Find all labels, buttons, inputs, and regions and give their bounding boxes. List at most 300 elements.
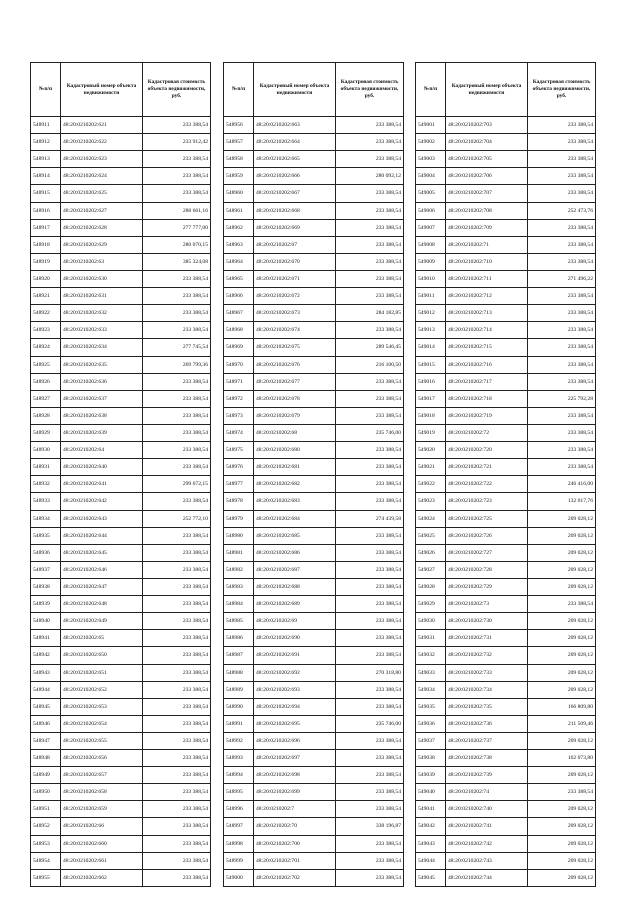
cadastral-value-cell: 233 388,54: [336, 203, 404, 220]
row-number-cell: 548952: [31, 818, 61, 835]
cadastral-value-cell: 132 017,76: [528, 493, 596, 510]
cadastral-value-cell: 274 439,58: [336, 511, 404, 528]
cadastral-value-cell: 233 388,54: [336, 596, 404, 613]
cadastral-value-cell: 209 028,12: [528, 767, 596, 784]
cadastral-number-cell: 48:20:0210202:696: [254, 733, 336, 750]
row-number-cell: 549007: [416, 220, 446, 237]
row-number-cell: 548947: [31, 733, 61, 750]
cadastral-value-cell: 233 388,54: [143, 716, 211, 733]
cadastral-number-cell: 48:20:0210202:688: [254, 579, 336, 596]
cadastral-value-cell: 233 388,54: [528, 134, 596, 151]
row-number-cell: 548917: [31, 220, 61, 237]
cadastral-number-cell: 48:20:0210202:636: [61, 374, 143, 391]
header-cadastral-value: Кадастровая стоимость объекта недвижимости, руб.: [143, 63, 211, 117]
cadastral-number-cell: 48:20:0210202:651: [61, 665, 143, 682]
row-number-cell: 549037: [416, 733, 446, 750]
cadastral-value-cell: 233 388,54: [336, 117, 404, 134]
cadastral-number-cell: 48:20:0210202:64: [61, 442, 143, 459]
cadastral-value-cell: 233 388,54: [143, 322, 211, 339]
cadastral-value-cell: 252 772,10: [143, 511, 211, 528]
cadastral-number-cell: 48:20:0210202:679: [254, 408, 336, 425]
cadastral-value-cell: 209 028,12: [528, 630, 596, 647]
cadastral-value-cell: 209 028,12: [528, 733, 596, 750]
cadastral-number-cell: 48:20:0210202:633: [61, 322, 143, 339]
cadastral-value-cell: 233 388,54: [143, 767, 211, 784]
row-number-cell: 548993: [224, 750, 254, 767]
row-number-cell: 548982: [224, 562, 254, 579]
row-number-cell: 549009: [416, 254, 446, 271]
cadastral-number-cell: 48:20:0210202:700: [254, 836, 336, 853]
row-number-cell: 548990: [224, 699, 254, 716]
row-number-cell: 548977: [224, 476, 254, 493]
row-number-cell: 548971: [224, 374, 254, 391]
cadastral-value-cell: 233 388,54: [528, 237, 596, 254]
cadastral-value-cell: 246 416,00: [528, 476, 596, 493]
cadastral-value-cell: 233 388,54: [528, 339, 596, 356]
row-number-cell: 549005: [416, 185, 446, 202]
cadastral-value-cell: 233 388,54: [336, 579, 404, 596]
cadastral-value-cell: 280 070,15: [143, 237, 211, 254]
cadastral-value-cell: 209 028,12: [528, 853, 596, 870]
cadastral-value-cell: 162 073,80: [528, 750, 596, 767]
row-number-cell: 548984: [224, 596, 254, 613]
row-number-cell: 549030: [416, 613, 446, 630]
row-number-cell: 549041: [416, 801, 446, 818]
cadastral-number-cell: 48:20:0210202:741: [446, 818, 528, 835]
cadastral-value-cell: 233 388,54: [143, 579, 211, 596]
row-number-cell: 549003: [416, 151, 446, 168]
cadastral-number-cell: 48:20:0210202:716: [446, 357, 528, 374]
row-number-cell: 548989: [224, 682, 254, 699]
row-number-cell: 548941: [31, 630, 61, 647]
row-number-cell: 548933: [31, 493, 61, 510]
header-row-number: №п/п: [224, 63, 254, 117]
row-number-cell: 548972: [224, 391, 254, 408]
cadastral-number-cell: 48:20:0210202:642: [61, 493, 143, 510]
cadastral-value-cell: 233 388,54: [143, 596, 211, 613]
row-number-cell: 549036: [416, 716, 446, 733]
cadastral-number-cell: 48:20:0210202:726: [446, 528, 528, 545]
row-number-cell: 548959: [224, 168, 254, 185]
row-number-cell: 549015: [416, 357, 446, 374]
cadastral-value-cell: 233 388,54: [336, 528, 404, 545]
cadastral-number-cell: 48:20:0210202:728: [446, 562, 528, 579]
cadastral-number-cell: 48:20:0210202:718: [446, 391, 528, 408]
cadastral-number-cell: 48:20:0210202:714: [446, 322, 528, 339]
row-number-cell: 549028: [416, 579, 446, 596]
cadastral-value-cell: 233 388,54: [336, 733, 404, 750]
cadastral-number-cell: 48:20:0210202:693: [254, 682, 336, 699]
row-number-cell: 549018: [416, 408, 446, 425]
cadastral-value-cell: 233 388,54: [336, 767, 404, 784]
row-number-cell: 549022: [416, 476, 446, 493]
cadastral-number-cell: 48:20:0210202:723: [446, 493, 528, 510]
cadastral-number-cell: 48:20:0210202:734: [446, 682, 528, 699]
cadastral-number-cell: 48:20:0210202:73: [446, 596, 528, 613]
row-number-cell: 548939: [31, 596, 61, 613]
cadastral-number-cell: 48:20:0210202:646: [61, 562, 143, 579]
cadastral-number-cell: 48:20:0210202:625: [61, 185, 143, 202]
cadastral-value-cell: 233 388,54: [336, 237, 404, 254]
cadastral-value-cell: 209 028,12: [528, 579, 596, 596]
cadastral-table-1: [30, 62, 211, 887]
row-number-cell: 548976: [224, 459, 254, 476]
row-number-cell: 548925: [31, 357, 61, 374]
cadastral-number-cell: 48:20:0210202:709: [446, 220, 528, 237]
row-number-cell: 549035: [416, 699, 446, 716]
cadastral-number-cell: 48:20:0210202:643: [61, 511, 143, 528]
cadastral-number-cell: 48:20:0210202:68: [254, 425, 336, 442]
cadastral-value-cell: 233 388,54: [528, 357, 596, 374]
cadastral-number-cell: 48:20:0210202:653: [61, 699, 143, 716]
cadastral-value-cell: 233 388,54: [528, 408, 596, 425]
cadastral-value-cell: 233 388,54: [336, 254, 404, 271]
cadastral-number-cell: 48:20:0210202:649: [61, 613, 143, 630]
header-row-number: №п/п: [31, 63, 61, 117]
cadastral-value-cell: 233 388,54: [336, 836, 404, 853]
cadastral-number-cell: 48:20:0210202:622: [61, 134, 143, 151]
row-number-cell: 548935: [31, 528, 61, 545]
cadastral-number-cell: 48:20:0210202:650: [61, 647, 143, 664]
cadastral-value-cell: 233 388,54: [336, 647, 404, 664]
cadastral-value-cell: 233 388,54: [528, 185, 596, 202]
cadastral-value-cell: 233 388,54: [336, 784, 404, 801]
cadastral-value-cell: 233 388,54: [528, 459, 596, 476]
row-number-cell: 548918: [31, 237, 61, 254]
cadastral-number-cell: 48:20:0210202:655: [61, 733, 143, 750]
cadastral-number-cell: 48:20:0210202:637: [61, 391, 143, 408]
cadastral-value-cell: 233 388,54: [528, 168, 596, 185]
cadastral-number-cell: 48:20:0210202:641: [61, 476, 143, 493]
cadastral-number-cell: 48:20:0210202:694: [254, 699, 336, 716]
cadastral-number-cell: 48:20:0210202:729: [446, 579, 528, 596]
row-number-cell: 548983: [224, 579, 254, 596]
row-number-cell: 548915: [31, 185, 61, 202]
cadastral-number-cell: 48:20:0210202:703: [446, 117, 528, 134]
row-number-cell: 548970: [224, 357, 254, 374]
cadastral-number-cell: 48:20:0210202:720: [446, 442, 528, 459]
cadastral-value-cell: 288 661,16: [143, 203, 211, 220]
cadastral-number-cell: 48:20:0210202:673: [254, 305, 336, 322]
cadastral-value-cell: 233 388,54: [528, 322, 596, 339]
cadastral-number-cell: 48:20:0210202:65: [61, 630, 143, 647]
cadastral-number-cell: 48:20:0210202:658: [61, 784, 143, 801]
cadastral-value-cell: 211 509,46: [528, 716, 596, 733]
cadastral-number-cell: 48:20:0210202:707: [446, 185, 528, 202]
cadastral-number-cell: 48:20:0210202:623: [61, 151, 143, 168]
row-number-cell: 548991: [224, 716, 254, 733]
cadastral-value-cell: 233 388,54: [336, 134, 404, 151]
header-cadastral-number: Кадастровый номер объекта недвижимости: [61, 63, 143, 117]
cadastral-number-cell: 48:20:0210202:697: [254, 750, 336, 767]
cadastral-value-cell: 233 388,54: [528, 442, 596, 459]
cadastral-number-cell: 48:20:0210202:680: [254, 442, 336, 459]
cadastral-value-cell: 233 388,54: [336, 699, 404, 716]
row-number-cell: 548978: [224, 493, 254, 510]
cadastral-value-cell: 338 196,87: [336, 818, 404, 835]
row-number-cell: 548951: [31, 801, 61, 818]
row-number-cell: 548962: [224, 220, 254, 237]
row-number-cell: 548945: [31, 699, 61, 716]
cadastral-value-cell: 233 388,54: [143, 168, 211, 185]
cadastral-number-cell: 48:20:0210202:681: [254, 459, 336, 476]
cadastral-number-cell: 48:20:0210202:743: [446, 853, 528, 870]
cadastral-value-cell: 233 388,54: [336, 408, 404, 425]
row-number-cell: 549043: [416, 836, 446, 853]
cadastral-value-cell: 233 388,54: [336, 220, 404, 237]
row-number-cell: 549008: [416, 237, 446, 254]
row-number-cell: 549010: [416, 271, 446, 288]
cadastral-value-cell: 269 799,36: [143, 357, 211, 374]
row-number-cell: 548921: [31, 288, 61, 305]
cadastral-number-cell: 48:20:0210202:683: [254, 493, 336, 510]
cadastral-value-cell: 233 388,54: [143, 699, 211, 716]
row-number-cell: 549002: [416, 134, 446, 151]
row-number-cell: 548942: [31, 647, 61, 664]
cadastral-number-cell: 48:20:0210202:671: [254, 271, 336, 288]
cadastral-value-cell: 233 388,54: [143, 613, 211, 630]
row-number-cell: 548966: [224, 288, 254, 305]
cadastral-number-cell: 48:20:0210202:665: [254, 151, 336, 168]
cadastral-number-cell: 48:20:0210202:652: [61, 682, 143, 699]
cadastral-number-cell: 48:20:0210202:624: [61, 168, 143, 185]
row-number-cell: 548913: [31, 151, 61, 168]
cadastral-number-cell: 48:20:0210202:71: [446, 237, 528, 254]
row-number-cell: 548927: [31, 391, 61, 408]
row-number-cell: 549033: [416, 665, 446, 682]
row-number-cell: 548981: [224, 545, 254, 562]
cadastral-value-cell: 209 028,12: [528, 682, 596, 699]
cadastral-number-cell: 48:20:0210202:704: [446, 134, 528, 151]
header-cadastral-value: Кадастровая стоимость объекта недвижимости, руб.: [336, 63, 404, 117]
row-number-cell: 548996: [224, 801, 254, 818]
cadastral-number-cell: 48:20:0210202:702: [254, 870, 336, 887]
row-number-cell: 549026: [416, 545, 446, 562]
row-number-cell: 548980: [224, 528, 254, 545]
cadastral-value-cell: 233 388,54: [336, 682, 404, 699]
cadastral-number-cell: 48:20:0210202:675: [254, 339, 336, 356]
cadastral-number-cell: 48:20:0210202:69: [254, 613, 336, 630]
cadastral-number-cell: 48:20:0210202:701: [254, 853, 336, 870]
cadastral-value-cell: 233 912,42: [143, 134, 211, 151]
cadastral-number-cell: 48:20:0210202:705: [446, 151, 528, 168]
cadastral-value-cell: 209 028,12: [528, 870, 596, 887]
cadastral-number-cell: 48:20:0210202:669: [254, 220, 336, 237]
cadastral-number-cell: 48:20:0210202:72: [446, 425, 528, 442]
cadastral-number-cell: 48:20:0210202:632: [61, 305, 143, 322]
cadastral-number-cell: 48:20:0210202:732: [446, 647, 528, 664]
cadastral-value-cell: 277 777,00: [143, 220, 211, 237]
cadastral-value-cell: 284 182,85: [336, 305, 404, 322]
cadastral-number-cell: 48:20:0210202:735: [446, 699, 528, 716]
cadastral-number-cell: 48:20:0210202:674: [254, 322, 336, 339]
header-row-number: №п/п: [416, 63, 446, 117]
row-number-cell: 548919: [31, 254, 61, 271]
row-number-cell: 548999: [224, 853, 254, 870]
row-number-cell: 548929: [31, 425, 61, 442]
row-number-cell: 549019: [416, 425, 446, 442]
cadastral-value-cell: 209 028,12: [528, 545, 596, 562]
row-number-cell: 548916: [31, 203, 61, 220]
row-number-cell: 548974: [224, 425, 254, 442]
cadastral-value-cell: 233 388,54: [143, 784, 211, 801]
cadastral-value-cell: 233 388,54: [528, 117, 596, 134]
row-number-cell: 548911: [31, 117, 61, 134]
cadastral-number-cell: 48:20:0210202:682: [254, 476, 336, 493]
row-number-cell: 548986: [224, 630, 254, 647]
row-number-cell: 549038: [416, 750, 446, 767]
cadastral-value-cell: 233 388,54: [528, 305, 596, 322]
cadastral-number-cell: 48:20:0210202:639: [61, 425, 143, 442]
row-number-cell: 549042: [416, 818, 446, 835]
row-number-cell: 548953: [31, 836, 61, 853]
cadastral-number-cell: 48:20:0210202:640: [61, 459, 143, 476]
row-number-cell: 548961: [224, 203, 254, 220]
row-number-cell: 548969: [224, 339, 254, 356]
cadastral-value-cell: 209 028,12: [528, 665, 596, 682]
cadastral-number-cell: 48:20:0210202:662: [61, 870, 143, 887]
cadastral-number-cell: 48:20:0210202:711: [446, 271, 528, 288]
cadastral-number-cell: 48:20:0210202:666: [254, 168, 336, 185]
cadastral-number-cell: 48:20:0210202:719: [446, 408, 528, 425]
row-number-cell: 548963: [224, 237, 254, 254]
cadastral-value-cell: 233 388,54: [528, 596, 596, 613]
cadastral-number-cell: 48:20:0210202:635: [61, 357, 143, 374]
cadastral-value-cell: 233 388,54: [528, 784, 596, 801]
cadastral-value-cell: 233 388,54: [143, 288, 211, 305]
row-number-cell: 548949: [31, 767, 61, 784]
cadastral-value-cell: 233 388,54: [143, 750, 211, 767]
cadastral-number-cell: 48:20:0210202:667: [254, 185, 336, 202]
cadastral-number-cell: 48:20:0210202:685: [254, 528, 336, 545]
cadastral-value-cell: 233 388,54: [528, 220, 596, 237]
row-number-cell: 548923: [31, 322, 61, 339]
cadastral-number-cell: 48:20:0210202:739: [446, 767, 528, 784]
row-number-cell: 548965: [224, 271, 254, 288]
row-number-cell: 548912: [31, 134, 61, 151]
row-number-cell: 549040: [416, 784, 446, 801]
cadastral-value-cell: 233 388,54: [336, 750, 404, 767]
cadastral-value-cell: 233 388,54: [336, 870, 404, 887]
cadastral-number-cell: 48:20:0210202:645: [61, 545, 143, 562]
header-cadastral-number: Кадастровый номер объекта недвижимости: [254, 63, 336, 117]
row-number-cell: 548956: [224, 117, 254, 134]
cadastral-number-cell: 48:20:0210202:631: [61, 288, 143, 305]
row-number-cell: 548938: [31, 579, 61, 596]
cadastral-number-cell: 48:20:0210202:66: [61, 818, 143, 835]
cadastral-value-cell: 233 388,54: [336, 442, 404, 459]
row-number-cell: 548985: [224, 613, 254, 630]
row-number-cell: 548992: [224, 733, 254, 750]
cadastral-number-cell: 48:20:0210202:661: [61, 853, 143, 870]
cadastral-number-cell: 48:20:0210202:644: [61, 528, 143, 545]
row-number-cell: 548975: [224, 442, 254, 459]
cadastral-number-cell: 48:20:0210202:690: [254, 630, 336, 647]
row-number-cell: 548940: [31, 613, 61, 630]
cadastral-value-cell: 233 388,54: [336, 630, 404, 647]
cadastral-value-cell: 233 388,54: [336, 459, 404, 476]
cadastral-value-cell: 233 388,54: [528, 254, 596, 271]
cadastral-number-cell: 48:20:0210202:678: [254, 391, 336, 408]
header-cadastral-number: Кадастровый номер объекта недвижимости: [446, 63, 528, 117]
cadastral-number-cell: 48:20:0210202:740: [446, 801, 528, 818]
cadastral-value-cell: 233 388,54: [528, 374, 596, 391]
cadastral-value-cell: 233 388,54: [143, 630, 211, 647]
cadastral-value-cell: 233 388,54: [143, 374, 211, 391]
row-number-cell: 548964: [224, 254, 254, 271]
cadastral-number-cell: 48:20:0210202:663: [254, 117, 336, 134]
cadastral-value-cell: 280 092,12: [336, 168, 404, 185]
row-number-cell: 548926: [31, 374, 61, 391]
row-number-cell: 548950: [31, 784, 61, 801]
cadastral-value-cell: 271 496,22: [528, 271, 596, 288]
cadastral-value-cell: 209 028,12: [528, 511, 596, 528]
row-number-cell: 548943: [31, 665, 61, 682]
cadastral-number-cell: 48:20:0210202:672: [254, 288, 336, 305]
cadastral-number-cell: 48:20:0210202:691: [254, 647, 336, 664]
cadastral-number-cell: 48:20:0210202:627: [61, 203, 143, 220]
cadastral-value-cell: 277 745,54: [143, 339, 211, 356]
row-number-cell: 548958: [224, 151, 254, 168]
cadastral-number-cell: 48:20:0210202:715: [446, 339, 528, 356]
cadastral-number-cell: 48:20:0210202:638: [61, 408, 143, 425]
cadastral-value-cell: 233 388,54: [143, 647, 211, 664]
cadastral-value-cell: 233 388,54: [143, 493, 211, 510]
cadastral-value-cell: 233 388,54: [336, 801, 404, 818]
cadastral-number-cell: 48:20:0210202:698: [254, 767, 336, 784]
row-number-cell: 549023: [416, 493, 446, 510]
cadastral-value-cell: 289 546,45: [336, 339, 404, 356]
row-number-cell: 549020: [416, 442, 446, 459]
cadastral-value-cell: 209 028,12: [528, 801, 596, 818]
cadastral-number-cell: 48:20:0210202:717: [446, 374, 528, 391]
cadastral-value-cell: 209 028,12: [528, 613, 596, 630]
cadastral-number-cell: 48:20:0210202:731: [446, 630, 528, 647]
cadastral-value-cell: 233 388,54: [528, 425, 596, 442]
row-number-cell: 549017: [416, 391, 446, 408]
row-number-cell: 549012: [416, 305, 446, 322]
cadastral-value-cell: 209 028,12: [528, 562, 596, 579]
cadastral-value-cell: 233 388,54: [143, 459, 211, 476]
cadastral-number-cell: 48:20:0210202:630: [61, 271, 143, 288]
row-number-cell: 548936: [31, 545, 61, 562]
cadastral-number-cell: 48:20:0210202:721: [446, 459, 528, 476]
cadastral-number-cell: 48:20:0210202:722: [446, 476, 528, 493]
cadastral-number-cell: 48:20:0210202:677: [254, 374, 336, 391]
row-number-cell: 548948: [31, 750, 61, 767]
cadastral-value-cell: 233 388,54: [143, 528, 211, 545]
row-number-cell: 548946: [31, 716, 61, 733]
row-number-cell: 548994: [224, 767, 254, 784]
row-number-cell: 549016: [416, 374, 446, 391]
cadastral-value-cell: 233 388,54: [143, 853, 211, 870]
cadastral-value-cell: 233 388,54: [528, 151, 596, 168]
cadastral-number-cell: 48:20:0210202:634: [61, 339, 143, 356]
cadastral-number-cell: 48:20:0210202:628: [61, 220, 143, 237]
cadastral-number-cell: 48:20:0210202:668: [254, 203, 336, 220]
cadastral-value-cell: 235 746,00: [336, 425, 404, 442]
cadastral-value-cell: 233 388,54: [143, 305, 211, 322]
cadastral-value-cell: 233 388,54: [336, 271, 404, 288]
header-cadastral-value: Кадастровая стоимость объекта недвижимости, руб.: [528, 63, 596, 117]
cadastral-value-cell: 299 672,15: [143, 476, 211, 493]
row-number-cell: 548957: [224, 134, 254, 151]
cadastral-number-cell: 48:20:0210202:670: [254, 254, 336, 271]
cadastral-value-cell: 233 388,54: [143, 271, 211, 288]
row-number-cell: 549001: [416, 117, 446, 134]
cadastral-value-cell: 209 028,12: [528, 528, 596, 545]
cadastral-number-cell: 48:20:0210202:733: [446, 665, 528, 682]
